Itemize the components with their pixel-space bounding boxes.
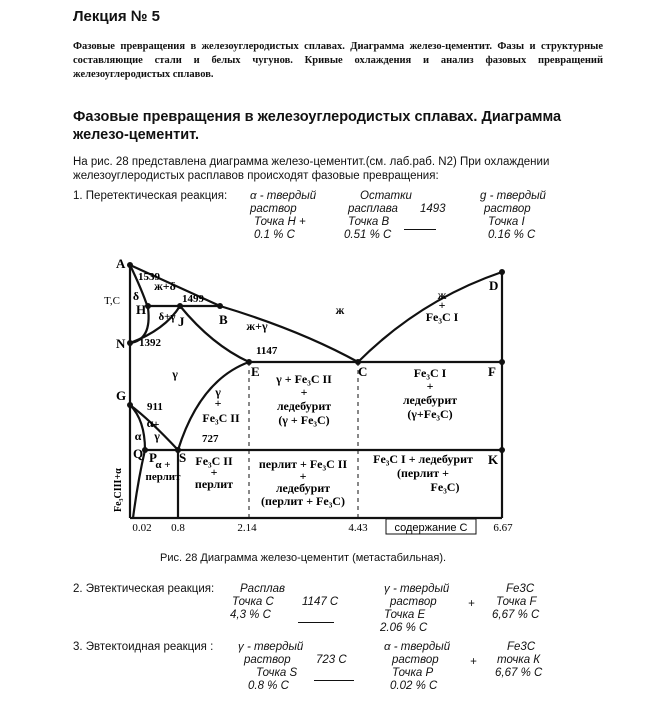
reaction2-phase2: γ - твердый раствор Точка Е 2.06 % С xyxy=(380,583,450,634)
region-g-fe3c2-1: γ xyxy=(215,385,221,399)
intro-paragraph: На рис. 28 представлена диаграмма железо-цементит.(см. лаб.раб. N2) При охлаждении железоуглеродистых расплавов происходят фазовые превращения: xyxy=(73,156,550,182)
region-cf-1: Fe₃C I xyxy=(413,366,447,380)
reaction3-plus: + xyxy=(470,656,477,668)
region-kr-3: Fe₃C) xyxy=(430,480,460,494)
label-d: D xyxy=(489,278,499,293)
label-e: E xyxy=(251,364,260,379)
point-g-dot xyxy=(127,402,133,408)
label-s: S xyxy=(179,450,187,465)
region-ag-2: + xyxy=(152,417,160,431)
label-f: F xyxy=(488,364,496,379)
region-sp-1: Fe₃C II xyxy=(195,454,233,468)
reaction1-arrow-line xyxy=(404,229,436,230)
tc-label: T,C xyxy=(104,295,120,307)
region-g-fe3c2-2: + xyxy=(214,396,222,410)
temp-727: 727 xyxy=(202,433,219,445)
iron-cementite-diagram xyxy=(100,250,540,540)
region-egl-4: (γ + Fe₃C) xyxy=(278,413,330,427)
region-egl-3: ледебурит xyxy=(276,399,332,413)
point-a-dot xyxy=(127,262,133,268)
region-delta-gamma: δ+γ xyxy=(158,311,176,323)
reaction1-phase1: α - твердый раствор Точка Н + 0.1 % С xyxy=(250,190,317,241)
reaction3-arrow-line xyxy=(314,680,354,681)
point-b-dot xyxy=(217,303,223,309)
reaction2-plus: + xyxy=(468,598,475,610)
reaction1-temp: 1493 xyxy=(420,203,446,215)
region-egl-1: γ + Fe₃C II xyxy=(276,372,332,386)
region-kr-2: (перлит + xyxy=(397,466,449,480)
solidus-je xyxy=(180,306,249,362)
region-sp-2: + xyxy=(210,465,218,479)
header-line: Фазовые превращения в железоуглеродистых сплавах. Диаграмма железо-цементит. Фазы xyxy=(73,41,525,52)
region-pl-3: ледебурит xyxy=(275,481,331,495)
region-sp-3: перлит xyxy=(194,477,234,491)
point-k-dot xyxy=(499,447,505,453)
point-n-dot xyxy=(127,340,133,346)
label-n: N xyxy=(116,336,126,351)
region-alpha: α xyxy=(134,429,142,443)
region-zh-gamma: ж+γ xyxy=(246,319,268,333)
reaction3-phase2: α - твердый раствор Точка Р 0.02 % С xyxy=(384,641,451,692)
region-fe3c3: Fe₃CIII+α xyxy=(113,468,124,512)
lecture-header xyxy=(73,40,603,82)
region-pl-2: + xyxy=(299,469,307,483)
reaction1-phase2: Остатки расплава Точка В 0.51 % С xyxy=(344,190,412,241)
label-c: C xyxy=(358,364,368,379)
point-f-dot xyxy=(499,359,505,365)
temp-1499: 1499 xyxy=(182,293,204,305)
region-zh-fe3c-3: Fe₃C I xyxy=(425,310,459,324)
xtick: 4.43 xyxy=(348,522,368,534)
reaction2-phase1: Расплав Точка С 4,3 % С xyxy=(230,583,286,621)
label-j: J xyxy=(178,314,185,329)
label-k: K xyxy=(488,452,499,467)
temp-1147: 1147 xyxy=(256,345,278,357)
region-ap-1: α + xyxy=(155,459,171,471)
reaction1-phase3: g - твердый раствор Точка I 0.16 % С xyxy=(480,190,546,241)
region-zh-delta: ж+δ xyxy=(154,279,176,293)
region-gamma: γ xyxy=(172,367,178,381)
region-pl-4: (перлит + Fe₃C) xyxy=(261,494,345,508)
xtick: 6.67 xyxy=(493,522,513,534)
reaction2-phase3: Fe3C Точка F 6,67 % С xyxy=(492,583,540,621)
temp-1392: 1392 xyxy=(139,337,161,349)
content-label: содержание С xyxy=(394,522,468,534)
region-kr-1: Fe₃C I + ледебурит xyxy=(373,452,473,466)
reaction3-label: 3. Эвтектоидная реакция : xyxy=(73,641,214,653)
reaction3-phase3: Fe3C точка К 6,67 % С xyxy=(495,641,543,679)
xtick: 2.14 xyxy=(237,522,257,534)
label-h: H xyxy=(136,302,147,317)
reaction2-temp: 1147 С xyxy=(302,596,339,608)
reaction2-label: 2. Эвтектическая реакция: xyxy=(73,583,215,595)
temp-911: 911 xyxy=(147,401,163,413)
region-pl-1: перлит + Fe₃C II xyxy=(258,457,348,471)
region-delta: δ xyxy=(132,289,140,303)
reaction1-label: 1. Перетектическая реакция: xyxy=(73,190,228,202)
header-line: фазовых превращений железоуглеродистых сплавов. xyxy=(73,55,604,80)
temp-1539: 1539 xyxy=(138,271,160,283)
region-cf-2: + xyxy=(426,379,434,393)
region-ag-1: α xyxy=(146,416,154,430)
label-b: B xyxy=(219,312,228,327)
reaction3-phase1: γ - твердый раствор Точка S 0.8 % С xyxy=(238,641,304,692)
label-a: A xyxy=(116,256,126,271)
label-q: Q xyxy=(133,446,144,461)
figure-caption: Рис. 28 Диаграмма железо-цементит (метастабильная). xyxy=(160,552,447,564)
point-d-dot xyxy=(499,269,505,275)
region-ag-3: γ xyxy=(154,429,160,443)
region-ap-2: перлит xyxy=(145,471,181,483)
lecture-title: Лекция № 5 xyxy=(73,8,160,25)
region-zh-fe3c-1: ж xyxy=(437,288,447,302)
reaction2-arrow-line xyxy=(298,622,334,623)
xtick: 0.02 xyxy=(132,522,152,534)
region-cf-3: ледебурит xyxy=(402,393,458,407)
region-zh: ж xyxy=(335,303,345,317)
xtick: 0.8 xyxy=(171,522,185,534)
region-zh-fe3c-2: + xyxy=(438,298,446,312)
label-g: G xyxy=(116,388,127,403)
region-egl-2: + xyxy=(300,385,308,399)
section-title: Фазовые превращения в железоуглеродистых сплавах. Диаграмма железо-цементит. xyxy=(73,109,562,143)
region-cf-4: (γ+Fe₃C) xyxy=(407,407,453,421)
label-p: P xyxy=(149,450,157,465)
region-g-fe3c2-3: Fe₃C II xyxy=(202,411,240,425)
reaction3-temp: 723 С xyxy=(316,654,347,666)
header-line: и структурные составляющие стали и белых чугунов. Кривые охлаждения и анализ xyxy=(73,41,604,66)
